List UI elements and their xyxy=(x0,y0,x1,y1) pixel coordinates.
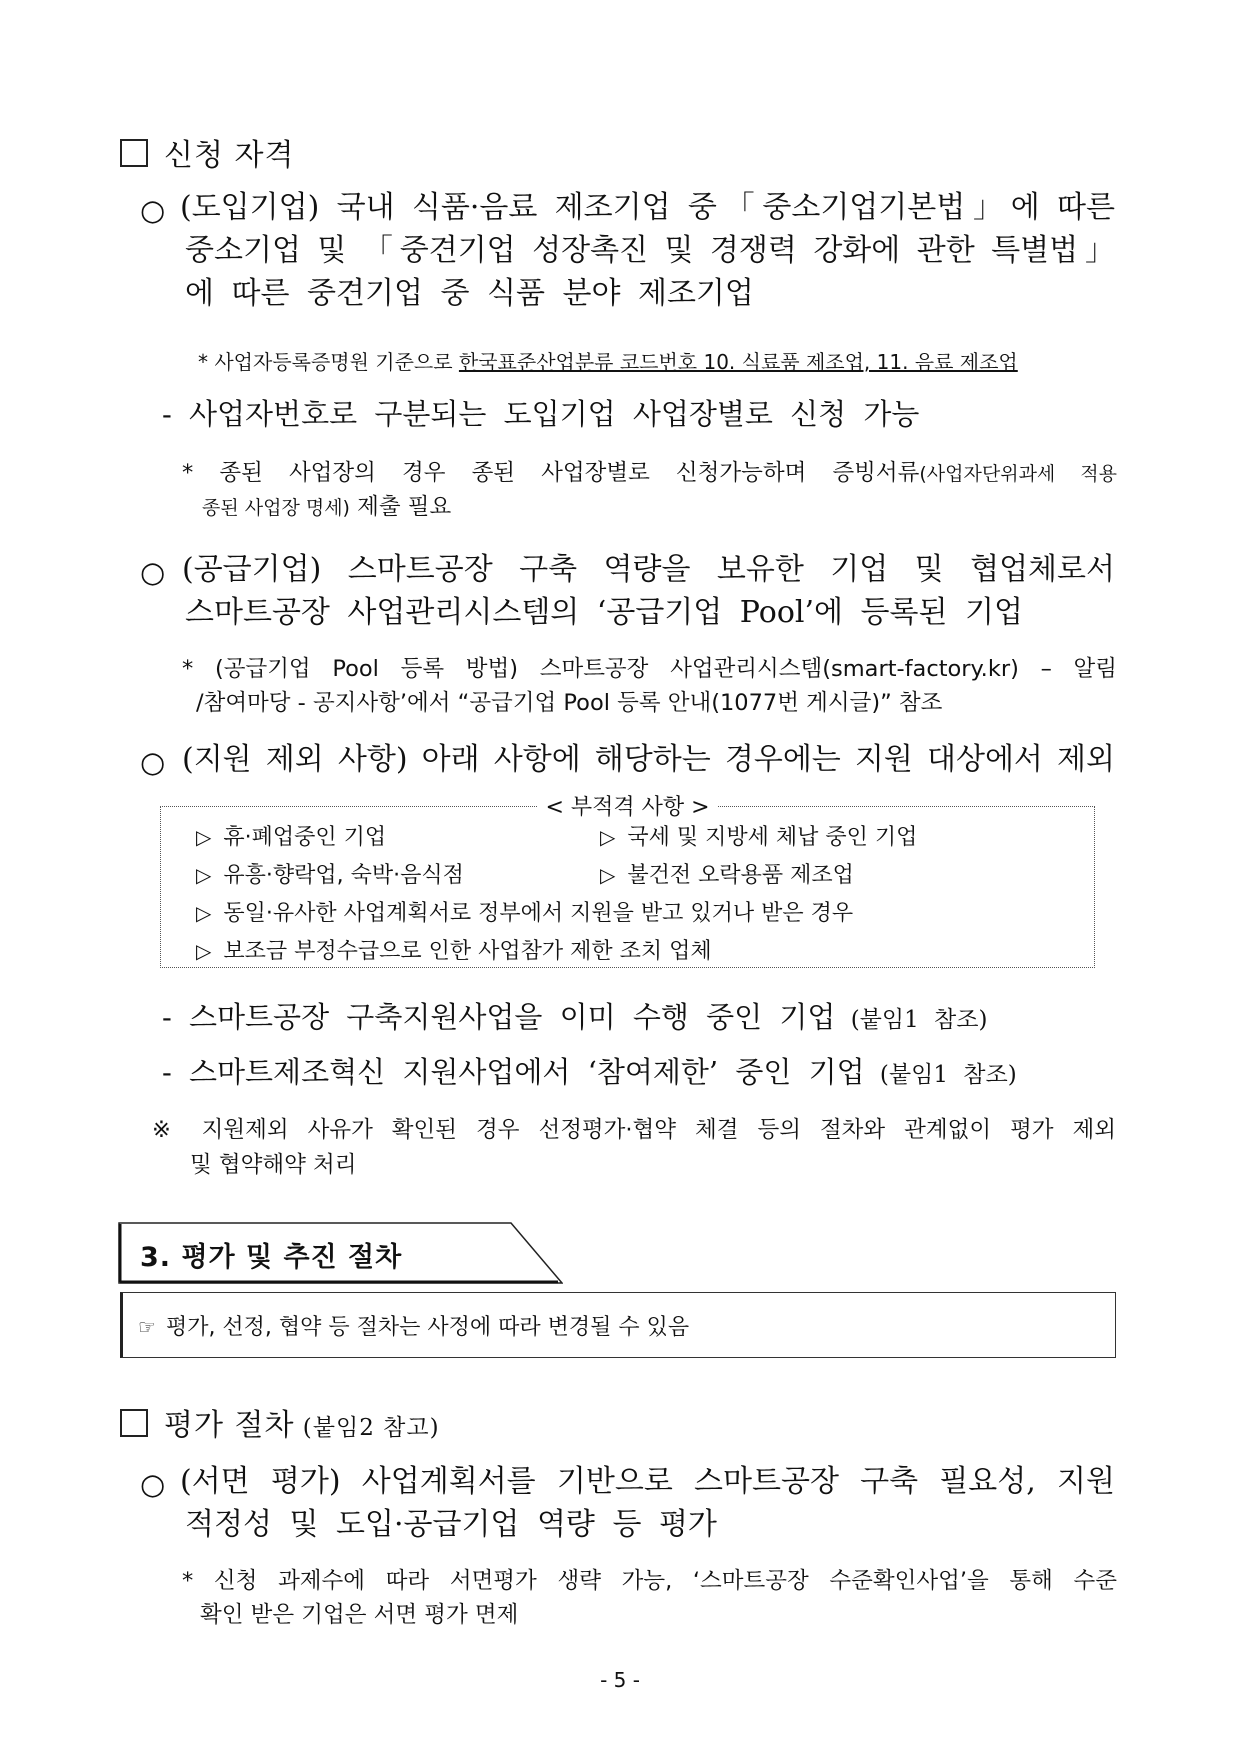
business-number-note: - 사업자번호로 구분되는 도입기업 사업장별로 신청 가능 xyxy=(162,397,920,431)
bullet-circle: ○ xyxy=(140,745,166,779)
exclusion-line: (지원 제외 사항) 아래 사항에 해당하는 경우에는 지원 대상에서 제외 xyxy=(182,742,1115,777)
checkbox-square-icon xyxy=(120,1409,148,1437)
industry-code-note: * 사업자등록증명원 기준으로 한국표준산업분류 코드번호 10. 식료품 제조업, 11. 음료 제조업 xyxy=(198,350,1018,374)
excluded-restricted-note: - 스마트제조혁신 지원사업에서 ‘참여제한’ 중인 기업 (붙임1 참조) xyxy=(162,1055,1017,1089)
evaluation-line: (서면 평가) 사업계획서를 기반으로 스마트공장 구축 필요성, 지원 xyxy=(180,1464,1115,1499)
supplier-pool-note-line1: * (공급기업 Pool 등록 방법) 스마트공장 사업관리시스템(smart-factory.kr) – 알림 xyxy=(182,656,1117,682)
exclusion-remark-line1: ※ 지원제외 사유가 확인된 경우 선정평가·협약 체결 등의 절차와 관계없이 평가 제외 xyxy=(152,1117,1116,1143)
eligibility-line: 에 따른 중견기업 중 식품 분야 제조기업 xyxy=(185,276,754,311)
triangle-right-icon: ▷ xyxy=(600,863,616,887)
ineligible-item: ▷ 불건전 오락용품 제조업 xyxy=(600,863,854,888)
section-heading-evaluation: 평가 절차 (붙임2 참고) xyxy=(120,1400,440,1444)
supplier-pool-note-line2: /참여마당 - 공지사항’에서 “공급기업 Pool 등록 안내(1077번 게시글)” 참조 xyxy=(196,690,943,716)
branch-note-line1: * 종된 사업장의 경우 종된 사업장별로 신청가능하며 증빙서류(사업자단위과세 적용 xyxy=(182,460,1117,486)
bullet-circle: ○ xyxy=(140,193,166,227)
evaluation-note-line2: 확인 받은 기업은 서면 평가 면제 xyxy=(200,1602,519,1628)
ineligible-item: ▷ 보조금 부정수급으로 인한 사업참가 제한 조치 업체 xyxy=(196,939,712,964)
excluded-running-note: - 스마트공장 구축지원사업을 이미 수행 중인 기업 (붙임1 참조) xyxy=(162,1000,988,1034)
exclusion-remark-line2: 및 협약해약 처리 xyxy=(190,1152,357,1178)
pointing-hand-icon: ☞ xyxy=(138,1315,156,1339)
section-title: 3. 평가 및 추진 절차 xyxy=(140,1242,403,1273)
checkbox-square-icon xyxy=(120,139,148,167)
ineligible-box-title: < 부적격 사항 > xyxy=(160,790,1095,821)
section-heading-eligibility: 신청 자격 xyxy=(120,130,294,174)
notice-text-row: ☞ 평가, 선정, 협약 등 절차는 사정에 따라 변경될 수 있음 xyxy=(138,1315,690,1340)
ineligible-item: ▷ 국세 및 지방세 체납 중인 기업 xyxy=(600,825,918,850)
bullet-circle: ○ xyxy=(140,555,166,589)
evaluation-line: 적정성 및 도입·공급기업 역량 등 평가 xyxy=(185,1507,717,1542)
triangle-right-icon: ▷ xyxy=(196,901,212,925)
bullet-circle: ○ xyxy=(140,1467,166,1501)
triangle-right-icon: ▷ xyxy=(600,825,616,849)
ineligible-item: ▷ 동일·유사한 사업계획서로 정부에서 지원을 받고 있거나 받은 경우 xyxy=(196,901,854,926)
page-number: - 5 - xyxy=(600,1668,640,1692)
eligibility-line: (도입기업) 국내 식품·음료 제조기업 중「중소기업기본법」에 따른 xyxy=(180,190,1115,225)
ineligible-item: ▷ 휴·폐업중인 기업 xyxy=(196,825,387,850)
triangle-right-icon: ▷ xyxy=(196,825,212,849)
triangle-right-icon: ▷ xyxy=(196,939,212,963)
ineligible-item: ▷ 유흥·향락업, 숙박·음식점 xyxy=(196,863,464,888)
triangle-right-icon: ▷ xyxy=(196,863,212,887)
supplier-line: (공급기업) 스마트공장 구축 역량을 보유한 기업 및 협업체로서 xyxy=(182,552,1115,587)
eligibility-line: 중소기업 및 「중견기업 성장촉진 및 경쟁력 강화에 관한 특별법」 xyxy=(185,233,1115,268)
supplier-line: 스마트공장 사업관리시스템의 ‘공급기업 Pool’에 등록된 기업 xyxy=(185,595,1023,630)
evaluation-note-line1: * 신청 과제수에 따라 서면평가 생략 가능, ‘스마트공장 수준확인사업’을 통해 수준 xyxy=(182,1568,1117,1594)
branch-note-line2: 종된 사업장 명세) 제출 필요 xyxy=(202,494,452,520)
